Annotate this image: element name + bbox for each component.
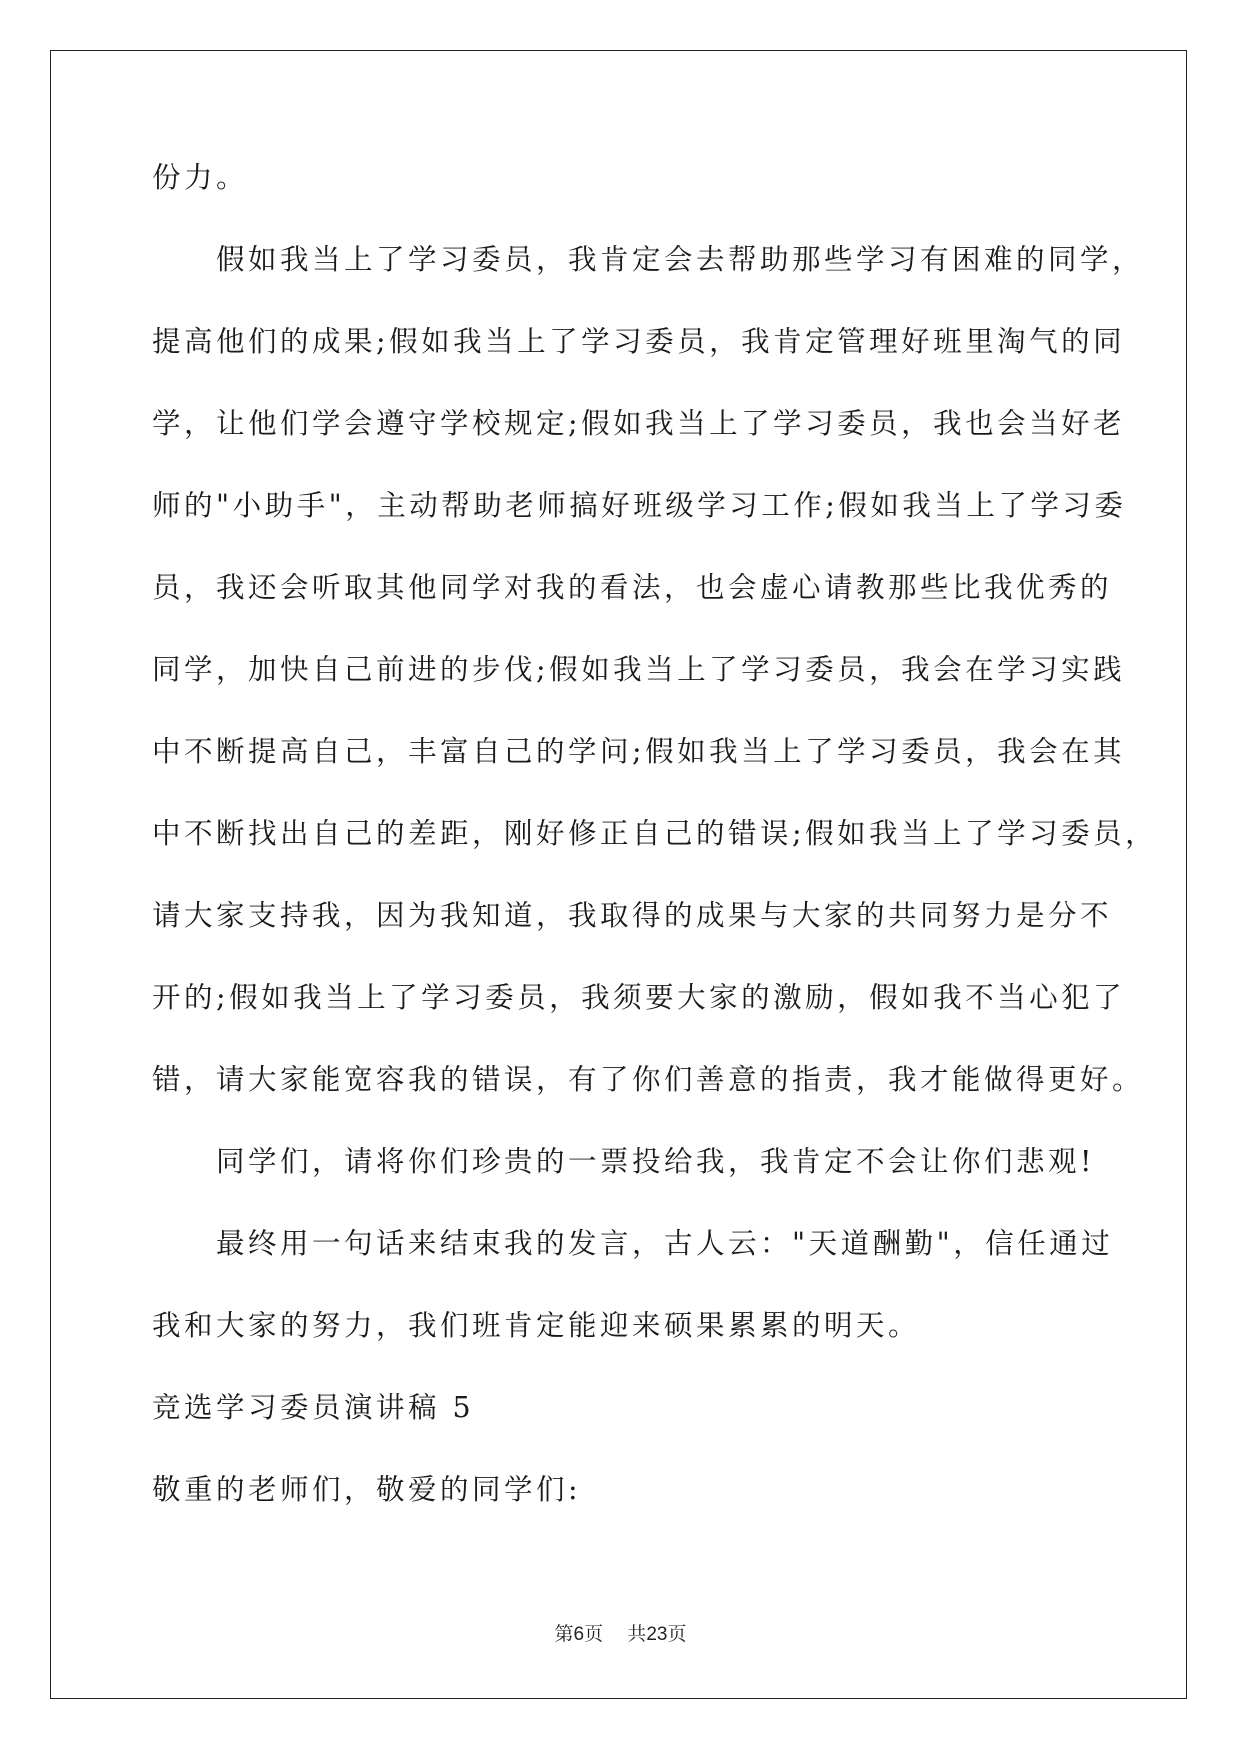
text-line: 中不断提高自己，丰富自己的学问;假如我当上了学习委员，我会在其 <box>152 735 1126 768</box>
text-line: 最终用一句话来结束我的发言，古人云："天道酬勤"，信任通过 <box>216 1227 1114 1260</box>
page-footer <box>0 1622 1241 1647</box>
text-line: 错，请大家能宽容我的错误，有了你们善意的指责，我才能做得更好。 <box>152 1063 1145 1096</box>
footer-total-prefix: 共 <box>627 1623 647 1645</box>
footer-total-word: 页 <box>667 1623 687 1645</box>
text-line: 中不断找出自己的差距，刚好修正自己的错误;假如我当上了学习委员， <box>152 817 1158 850</box>
text-line: 份力。 <box>152 161 249 194</box>
footer-prefix: 第 <box>554 1623 574 1645</box>
text-line: 师的"小助手"，主动帮助老师搞好班级学习工作;假如我当上了学习委 <box>152 489 1127 522</box>
current-page-number: 6 <box>573 1624 585 1645</box>
text-line: 同学们，请将你们珍贵的一票投给我，我肯定不会让你们悲观! <box>216 1145 1095 1178</box>
text-line: 员，我还会听取其他同学对我的看法，也会虚心请教那些比我优秀的 <box>152 571 1113 604</box>
footer-page-word: 页 <box>584 1623 604 1645</box>
total-pages-number: 23 <box>646 1624 668 1645</box>
salutation-line: 敬重的老师们，敬爱的同学们: <box>152 1473 582 1506</box>
text-line: 请大家支持我，因为我知道，我取得的成果与大家的共同努力是分不 <box>152 899 1113 932</box>
text-line: 提高他们的成果;假如我当上了学习委员，我肯定管理好班里淘气的同 <box>152 325 1126 358</box>
text-line: 假如我当上了学习委员，我肯定会去帮助那些学习有困难的同学， <box>216 243 1145 276</box>
text-line: 我和大家的努力，我们班肯定能迎来硕果累累的明天。 <box>152 1309 921 1342</box>
text-line: 开的;假如我当上了学习委员，我须要大家的激励，假如我不当心犯了 <box>152 981 1126 1014</box>
text-line: 同学，加快自己前进的步伐;假如我当上了学习委员，我会在学习实践 <box>152 653 1126 686</box>
document-body <box>152 158 1158 1552</box>
section-heading: 竞选学习委员演讲稿 5 <box>152 1391 475 1424</box>
text-line: 学，让他们学会遵守学校规定;假如我当上了学习委员，我也会当好老 <box>152 407 1126 440</box>
